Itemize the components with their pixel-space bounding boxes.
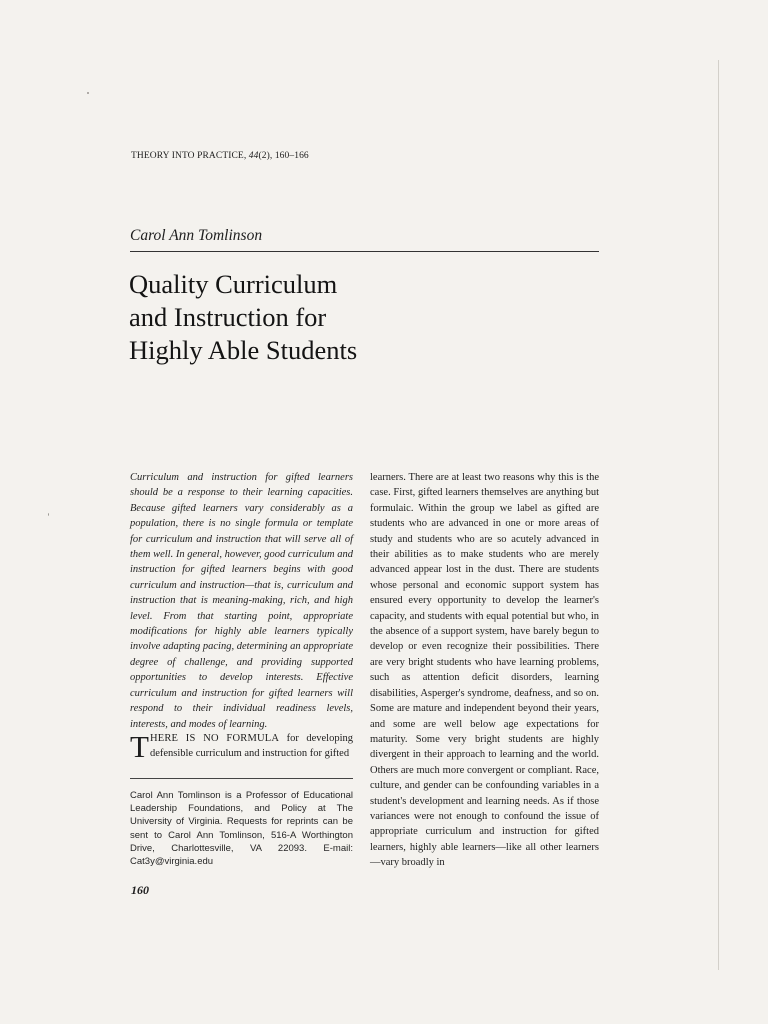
journal-volume: 44 (248, 151, 259, 161)
journal-citation (131, 151, 309, 161)
title-line: and Instruction for (129, 302, 327, 332)
intro-paragraph (130, 729, 354, 764)
scan-speck (48, 513, 49, 516)
body-right-column: learners. There are at least two reasons why this is the case. First, gifted learners themselves are anything but formulaic. Within the group we label as gifted are students who are advanced in one or more areas of study and students who are so acutely advanced in their abilities as to make students who are merely advanced appear lost in the dust. There are students whose personal and economic support system has ensured every opportunity to develop the learner's capacity, and students with equal potential but who, in the absence of a support system, have barely begun to develop or even recognize their possibilities. There are very bright students who have learning problems, such as attention deficit disorders, learning disabilities, Asperger's syndrome, deafness, and so on. Some are mature and independent beyond their years, and some are well below age expectations for maturity. Some very bright students are highly divergent in their approach to learning and the world. Others are much more convergent or compliant. Race, culture, and gender can be confounding variables in a student's development and learning needs. As if those variances were not enough to confound the issue of appropriate curriculum and instruction for gifted learners, highly able learners—like all other learners—vary broadly in (370, 472, 599, 869)
title-line: Highly Able Students (129, 335, 358, 365)
bio-rule (130, 778, 353, 779)
abstract: Curriculum and instruction for gifted learners should be a response to their learning capacities. Because gifted learners vary considerably as a population, there is no single formula or template for curriculum and instruction that will serve all of them well. In general, however, good curriculum and instruction for gifted learners begins with good curriculum and instruction—that is, curriculum and instruction that is meaning-making, rich, and high level. From that starting point, appropriate modifications for highly able learners typically involve adapting pacing, determining an appropriate degree of challenge, and providing supported opportunities to develop interests. Effective curriculum and instruction for gifted learners will respond to their individual readiness levels, interests, and modes of learning. (130, 472, 353, 730)
author-bio: Carol Ann Tomlinson is a Professor of Educational Leadership Foundations, and Policy at The University of Virginia. Requests for reprints can be sent to Carol Ann Tomlinson, 516-A Worthington Drive, Charlottesville, VA 22093. E-mail: Cat3y@virginia.edu (130, 790, 353, 868)
scan-page-edge (718, 60, 719, 970)
author-rule (130, 251, 599, 252)
journal-name: THEORY INTO PRACTICE, (131, 151, 249, 161)
journal-issue-pages: (2), 160–166 (258, 151, 309, 161)
intro-smallcaps: HERE IS NO FORMULA (149, 733, 280, 744)
author-name: Carol Ann Tomlinson (130, 227, 263, 244)
dropcap: T (130, 729, 149, 764)
page-number: 160 (131, 883, 149, 897)
article-title (129, 268, 529, 367)
intro-text: for developing defensible curriculum and instruction for gifted (149, 733, 354, 759)
scan-speck (87, 92, 89, 94)
title-line: Quality Curriculum (129, 269, 338, 299)
